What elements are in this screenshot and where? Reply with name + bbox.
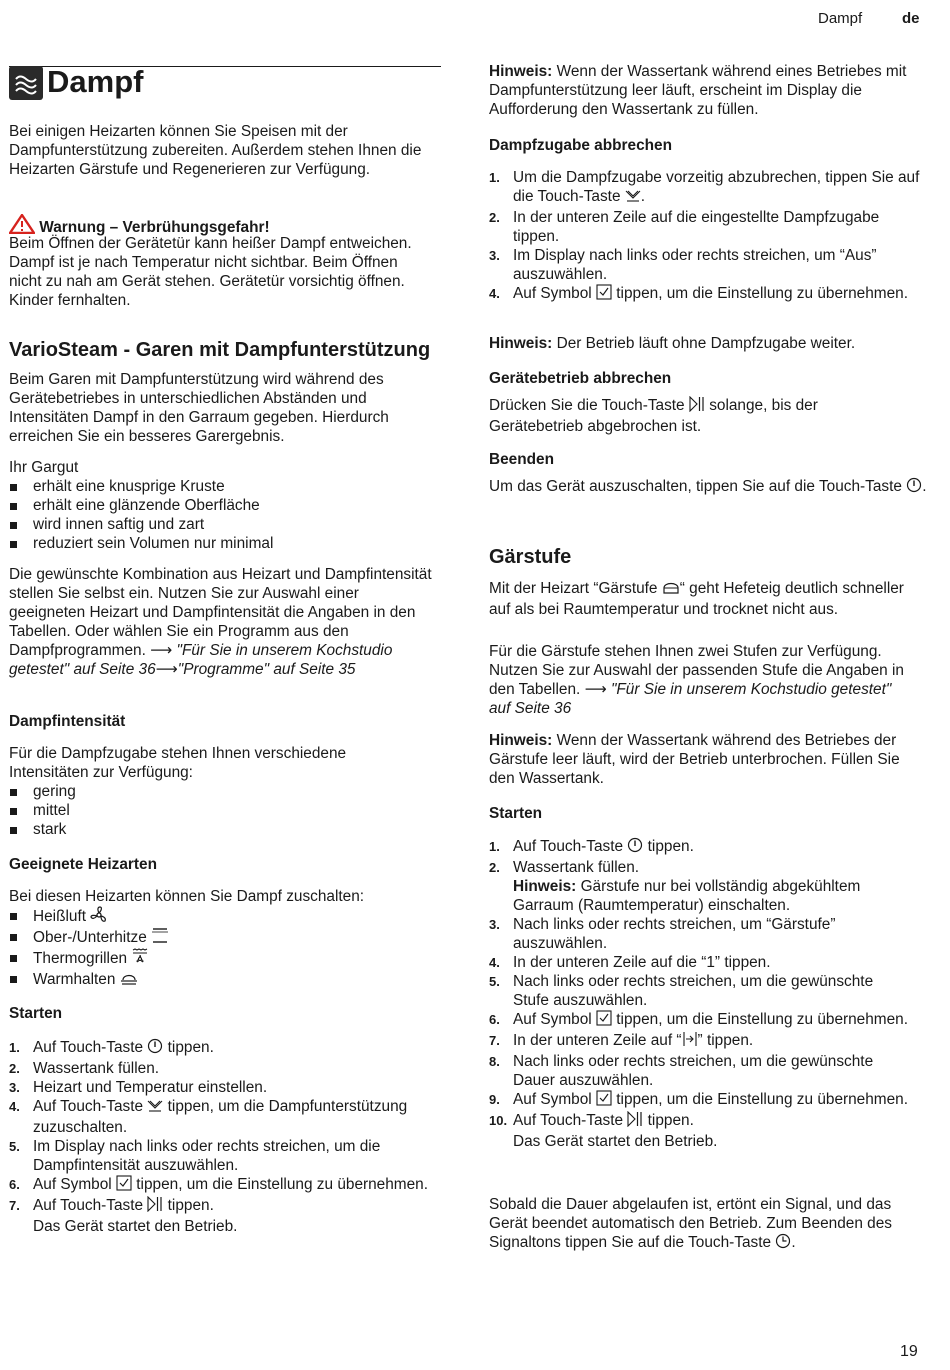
tank-note <box>489 62 919 119</box>
step-number: 7. <box>9 1198 20 1213</box>
list-item <box>9 927 429 948</box>
end-heading: Beenden <box>489 451 554 468</box>
list-item <box>489 972 909 1010</box>
step-number: 2. <box>489 860 500 875</box>
intensity-text: Für die Dampfzugabe stehen Ihnen verschiedene Intensitäten zur Verfügung: <box>9 745 347 781</box>
cancel-device-heading: Gerätebetrieb abbrechen <box>489 370 672 387</box>
proofing-note <box>489 731 921 788</box>
note-text: Der Betrieb läuft ohne Dampfzugabe weiter. <box>556 335 856 352</box>
step-number: 7. <box>489 1033 500 1048</box>
step-number: 6. <box>489 1012 500 1027</box>
step-text: tippen, um die Einstellung zu übernehmen. <box>616 1091 909 1108</box>
step-text: tippen, um die Einstellung zu übernehmen. <box>616 1011 909 1028</box>
end-text <box>489 477 929 498</box>
step-number: 3. <box>489 917 500 932</box>
step-text: Auf Symbol <box>513 1011 592 1028</box>
page-number: 19 <box>900 1343 918 1360</box>
step-text: tippen, um die Einstellung zu übernehmen. <box>616 285 909 302</box>
steam-add-icon <box>625 187 641 208</box>
note-label: Hinweis: <box>489 63 553 80</box>
step-text: Im Display nach links oder rechts streichen, um “Aus” auszuwählen. <box>513 247 877 283</box>
power-icon <box>147 1038 163 1059</box>
note-text: Gärstufe nur bei vollständig abgekühltem Garraum (Raumtemperatur) einschalten. <box>513 878 861 914</box>
cancel-steam-note <box>489 334 921 353</box>
paragraph-text: Für die Gärstufe stehen Ihnen zwei Stufen zur Verfügung. Nutzen Sie zur Auswahl der passenden Stufe die Angaben in den Tabellen. <box>489 643 904 698</box>
note-text: Wenn der Wassertank während eines Betriebes mit Dampfunterstützung leer läuft, erscheint im Display die Aufforderung den Wassertank zu füllen. <box>489 63 907 118</box>
note-label: Hinweis: <box>513 878 577 895</box>
thermo-grill-icon <box>131 948 149 970</box>
list-item <box>489 1111 909 1151</box>
step-number: 1. <box>9 1040 20 1055</box>
list-item <box>489 168 921 208</box>
steam-icon <box>9 66 43 100</box>
arrow-right-icon: ⟶ <box>150 642 173 659</box>
arrow-right-icon: ⟶ <box>155 661 178 678</box>
list-item <box>489 1090 909 1111</box>
list-item: stark <box>9 820 429 839</box>
step-number: 3. <box>489 248 500 263</box>
step-text: Wassertank füllen. <box>33 1060 160 1077</box>
proofing-heading: Gärstufe <box>489 546 572 568</box>
step-text: Auf Symbol <box>513 1091 592 1108</box>
step-text: Heizart und Temperatur einstellen. <box>33 1079 268 1096</box>
list-item <box>9 1059 439 1078</box>
power-icon <box>627 837 643 858</box>
step-text: Auf Symbol <box>33 1176 112 1193</box>
cancel-steam-steps <box>489 168 921 305</box>
proofing-icon <box>662 579 680 600</box>
list-item <box>9 1038 439 1059</box>
list-item <box>489 208 921 246</box>
list-item: reduziert sein Volumen nur minimal <box>9 534 429 553</box>
top-bottom-heat-icon <box>151 927 169 949</box>
step-text: tippen, um die Dampfunterstützung zuzuschalten. <box>33 1098 408 1136</box>
list-item: gering <box>9 782 429 801</box>
step-number: 6. <box>9 1177 20 1192</box>
step-number: 10. <box>489 1113 508 1128</box>
fan-icon <box>90 906 108 928</box>
steam-add-icon <box>147 1097 163 1118</box>
heating-modes-list <box>9 906 429 990</box>
power-icon <box>906 477 922 498</box>
paragraph-text: . <box>791 1234 796 1251</box>
start-pause-icon <box>627 1111 643 1132</box>
paragraph-text: Drücken Sie die Touch-Taste <box>489 397 685 414</box>
step-text: Um die Dampfzugabe vorzeitig abzubrechen, tippen Sie auf die Touch-Taste <box>513 169 920 205</box>
start-right-steps <box>489 837 909 1151</box>
step-number: 4. <box>9 1099 20 1114</box>
paragraph-text: Um das Gerät auszuschalten, tippen Sie auf die Touch-Taste <box>489 478 902 495</box>
heating-mode-label: Warmhalten <box>33 971 116 988</box>
start-pause-icon <box>147 1196 163 1217</box>
step-text: Nach links oder rechts streichen, um “Gärstufe” auszuwählen. <box>513 916 836 952</box>
list-item: erhält eine glänzende Oberfläche <box>9 496 429 515</box>
checkmark-box-icon <box>596 284 612 305</box>
step-text: In der unteren Zeile auf die eingestellte Dampfzugabe tippen. <box>513 209 880 245</box>
note-label: Hinweis: <box>489 335 553 352</box>
step-text: In der unteren Zeile auf “ <box>513 1032 682 1049</box>
cross-reference-link[interactable]: "Programme" auf Seite 35 <box>177 661 356 678</box>
variosteam-paragraph-2 <box>9 565 437 679</box>
list-item <box>489 284 921 305</box>
list-item <box>489 1052 909 1090</box>
note-text: Wenn der Wassertank während des Betriebes der Gärstufe leer läuft, wird der Betrieb unterbrochen. Füllen Sie den Wassertank. <box>489 732 900 787</box>
list-item <box>489 1031 909 1052</box>
start-left-steps <box>9 1038 439 1236</box>
list-item <box>9 1196 439 1236</box>
duration-icon <box>682 1031 698 1052</box>
list-item <box>489 953 909 972</box>
paragraph-text: Sobald die Dauer abgelaufen ist, ertönt ein Signal, und das Gerät beendet automatisch den Betrieb. Zum Beenden des Signaltons tippen Sie auf die Touch-Taste <box>489 1196 892 1251</box>
step-text: tippen, um die Einstellung zu übernehmen. <box>136 1176 429 1193</box>
closing-paragraph <box>489 1195 921 1254</box>
heating-mode-label: Ober-/Unterhitze <box>33 929 147 946</box>
gargut-list <box>9 477 429 553</box>
step-text: Nach links oder rechts streichen, um die gewünschte Stufe auszuwählen. <box>513 973 874 1009</box>
checkmark-box-icon <box>116 1175 132 1196</box>
cross-reference-link[interactable]: "Für Sie in unserem Kochstudio getestet" auf Seite 36 <box>9 642 393 678</box>
heating-modes-heading: Geeignete Heizarten <box>9 856 157 873</box>
heating-mode-label: Thermogrillen <box>33 950 128 967</box>
step-number: 4. <box>489 286 500 301</box>
step-text: In der unteren Zeile auf die “1” tippen. <box>513 954 771 971</box>
arrow-right-icon: ⟶ <box>584 681 607 698</box>
step-number: 1. <box>489 839 500 854</box>
start-right-heading: Starten <box>489 805 543 822</box>
paragraph-text: “ geht Hefeteig deutlich schneller auf als bei Raumtemperatur und trocknet nicht aus. <box>489 580 904 618</box>
checkmark-box-icon <box>596 1010 612 1031</box>
step-number: 2. <box>9 1061 20 1076</box>
cross-reference-link[interactable]: "Für Sie in unserem Kochstudio getestet" auf Seite 36 <box>489 681 892 717</box>
step-number: 5. <box>9 1139 20 1154</box>
step-text: Auf Touch-Taste <box>33 1039 144 1056</box>
list-item <box>9 1137 439 1175</box>
step-text: Im Display nach links oder rechts streichen, um die Dampfintensität auszuwählen. <box>33 1138 381 1174</box>
step-number: 4. <box>489 955 500 970</box>
step-result: Das Gerät startet den Betrieb. <box>33 1218 238 1235</box>
start-pause-icon <box>689 396 705 417</box>
paragraph-text: solange, bis der Gerätebetrieb abgebrochen ist. <box>489 397 818 435</box>
list-item <box>489 246 921 284</box>
variosteam-paragraph: Beim Garen mit Dampfunterstützung wird während des Gerätebetriebes in unterschiedlichen Abständen und Intensitäten Dampf in den Garraum gegeben. Hierdurch erreichen Sie ein besseres Garergebnis. <box>9 371 389 445</box>
warning-block <box>9 214 429 310</box>
step-text: tippen. <box>167 1197 214 1214</box>
page-title: Dampf <box>47 64 144 99</box>
heating-modes-text: Bei diesen Heizarten können Sie Dampf zuschalten: <box>9 888 365 905</box>
list-item <box>489 1010 909 1031</box>
header-language: de <box>902 10 920 27</box>
step-text: ” tippen. <box>697 1032 754 1049</box>
step-text: tippen. <box>167 1039 214 1056</box>
step-number: 5. <box>489 974 500 989</box>
list-item <box>9 948 429 969</box>
keep-warm-icon <box>120 969 138 991</box>
step-text: Auf Touch-Taste <box>513 1112 624 1129</box>
warning-title: Warnung – Verbrühungsgefahr! <box>39 219 270 236</box>
step-number: 9. <box>489 1092 500 1107</box>
step-text: Wassertank füllen. <box>513 859 640 876</box>
step-number: 1. <box>489 170 500 185</box>
list-item <box>9 1097 439 1137</box>
list-item <box>9 1175 439 1196</box>
step-number: 3. <box>9 1080 20 1095</box>
step-text: Nach links oder rechts streichen, um die gewünschte Dauer auszuwählen. <box>513 1053 874 1089</box>
note-label: Hinweis: <box>489 732 553 749</box>
intro-text: Bei einigen Heizarten können Sie Speisen mit der Dampfunterstützung zubereiten. Außerdem stehen Ihnen die Heizarten Gärstufe und Regenerieren zur Verfügung. <box>9 123 422 178</box>
heating-mode-label: Heißluft <box>33 908 87 925</box>
list-item <box>489 858 909 915</box>
cancel-device-text <box>489 396 899 436</box>
list-item: mittel <box>9 801 429 820</box>
list-item <box>9 906 429 927</box>
step-text: Auf Touch-Taste <box>33 1197 144 1214</box>
list-item <box>9 969 429 990</box>
step-text: Auf Touch-Taste <box>513 838 624 855</box>
proofing-paragraph-2 <box>489 642 909 718</box>
list-item <box>489 915 909 953</box>
header-section: Dampf <box>818 10 863 27</box>
variosteam-heading: VarioSteam - Garen mit Dampfunterstützung <box>9 339 431 361</box>
step-text: Auf Touch-Taste <box>33 1098 144 1115</box>
warning-text: Beim Öffnen der Gerätetür kann heißer Dampf entweichen. Dampf ist je nach Temperatur nicht sichtbar. Beim Öffnen nicht zu nah am Gerät stehen. Gerätetür vorsichtig öffnen. Kinder fernhalten. <box>9 235 412 309</box>
cancel-steam-heading: Dampfzugabe abbrechen <box>489 137 673 154</box>
intensity-heading: Dampfintensität <box>9 713 126 730</box>
step-number: 2. <box>489 210 500 225</box>
step-text: Auf Symbol <box>513 285 592 302</box>
proofing-paragraph <box>489 579 909 619</box>
clock-icon <box>775 1233 791 1254</box>
step-text: . <box>640 188 646 205</box>
checkmark-box-icon <box>596 1090 612 1111</box>
step-text: tippen. <box>647 1112 694 1129</box>
paragraph-text: Mit der Heizart “Gärstufe <box>489 580 658 597</box>
list-item: erhält eine knusprige Kruste <box>9 477 429 496</box>
intensity-list <box>9 782 429 839</box>
start-left-heading: Starten <box>9 1005 63 1022</box>
list-item <box>9 1078 439 1097</box>
list-item <box>489 837 909 858</box>
list-item: wird innen saftig und zart <box>9 515 429 534</box>
step-text: tippen. <box>647 838 694 855</box>
paragraph-text: . <box>922 478 927 495</box>
variosteam-text: Die gewünschte Kombination aus Heizart und Dampfintensität stellen Sie selbst ein. Nutzen Sie zur Auswahl einer geeigneten Heizart und Dampfintensität die Angaben in den Tabellen. Oder wählen Sie ein Programm aus den Dampfprogrammen. <box>9 566 432 659</box>
step-number: 8. <box>489 1054 500 1069</box>
step-result: Das Gerät startet den Betrieb. <box>513 1133 718 1150</box>
page-header <box>0 9 950 29</box>
gargut-intro: Ihr Gargut <box>9 459 79 476</box>
